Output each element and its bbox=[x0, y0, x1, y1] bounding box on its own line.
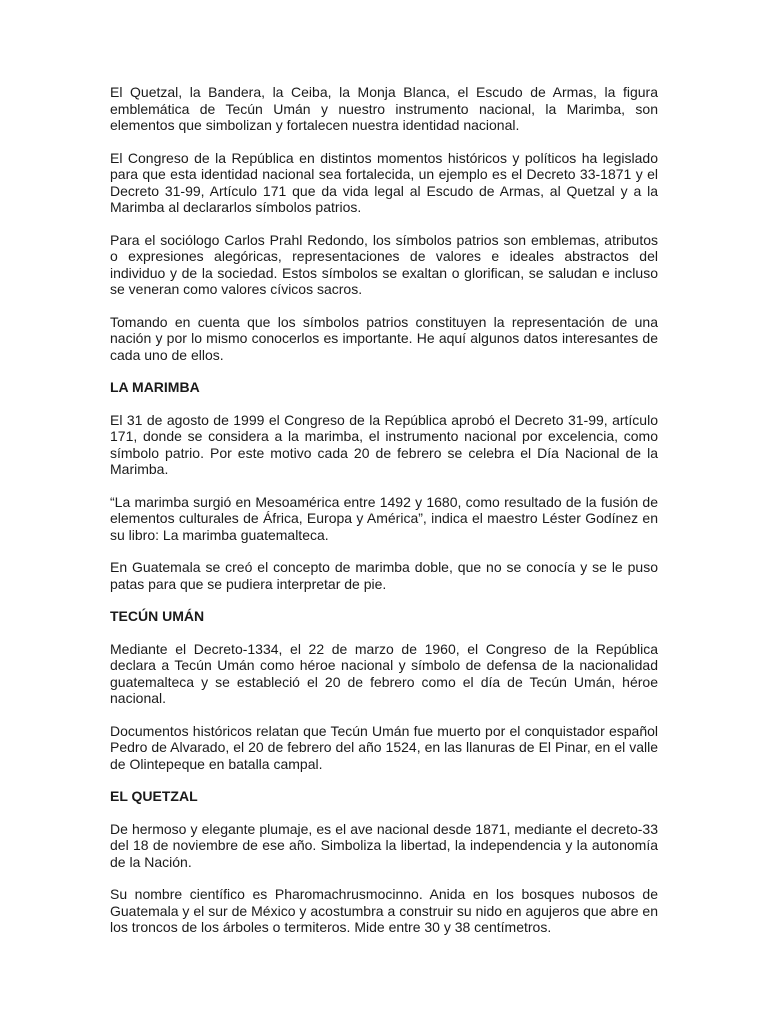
document-page bbox=[110, 84, 658, 952]
marimba-paragraph-3: En Guatemala se creó el concepto de marimba doble, que no se conocía y se le puso patas para que se pudiera interpretar de pie. bbox=[110, 559, 658, 592]
quetzal-paragraph-1: De hermoso y elegante plumaje, es el ave nacional desde 1871, mediante el decreto-33 del 18 de noviembre de ese año. Simboliza la libertad, la independencia y la autonomía de la Nación. bbox=[110, 820, 658, 870]
intro-paragraph-1: El Quetzal, la Bandera, la Ceiba, la Monja Blanca, el Escudo de Armas, la figura emblemática de Tecún Umán y nuestro instrumento nacional, la Marimba, son elementos que simbolizan y fortalecen nuestra identidad nacional. bbox=[110, 84, 658, 133]
intro-paragraph-2: El Congreso de la República en distintos momentos históricos y políticos ha legislado para que esta identidad nacional sea fortalecida, un ejemplo es el Decreto 33-1871 y el Decreto 31-99, Artículo 171 que da vida legal al Escudo de Armas, al Quetzal y a la Marimba al declararlos símbolos patrios. bbox=[110, 149, 658, 215]
tecun-uman-paragraph-2: Documentos históricos relatan que Tecún Umán fue muerto por el conquistador español Pedro de Alvarado, el 20 de febrero del año 1524, en las llanuras de El Pinar, en el valle de Olintepeque en batalla campal. bbox=[110, 722, 658, 772]
intro-paragraph-3: Para el sociólogo Carlos Prahl Redondo, los símbolos patrios son emblemas, atributos o expresiones alegóricas, representaciones de valores e ideales abstractos del individuo y de la sociedad. Estos símbolos se exaltan o glorifican, se saludan e incluso se veneran como valores cívicos sacros. bbox=[110, 231, 658, 297]
marimba-paragraph-1: El 31 de agosto de 1999 el Congreso de la República aprobó el Decreto 31-99, artículo 171, donde se considera a la marimba, el instrumento nacional por excelencia, como símbolo patrio. Por este motivo cada 20 de febrero se celebra el Día Nacional de la Marimba. bbox=[110, 411, 658, 477]
marimba-paragraph-2: “La marimba surgió en Mesoamérica entre 1492 y 1680, como resultado de la fusión de elementos culturales de África, Europa y América”, indica el maestro Léster Godínez en su libro: La marimba guatemalteca. bbox=[110, 493, 658, 543]
tecun-uman-paragraph-1: Mediante el Decreto-1334, el 22 de marzo de 1960, el Congreso de la República declara a Tecún Umán como héroe nacional y símbolo de defensa de la nacionalidad guatemalteca y se estableció el 20 de febrero como el día de Tecún Umán, héroe nacional. bbox=[110, 640, 658, 706]
intro-paragraph-4: Tomando en cuenta que los símbolos patrios constituyen la representación de una nación y por lo mismo conocerlos es importante. He aquí algunos datos interesantes de cada uno de ellos. bbox=[110, 313, 658, 363]
quetzal-paragraph-2: Su nombre científico es Pharomachrusmocinno. Anida en los bosques nubosos de Guatemala y el sur de México y acostumbra a construir su nido en agujeros que abre en los troncos de los árboles o termiteros. Mide entre 30 y 38 centímetros. bbox=[110, 886, 658, 935]
section-heading-marimba: LA MARIMBA bbox=[110, 379, 200, 395]
section-heading-tecun-uman: TECÚN UMÁN bbox=[110, 608, 205, 624]
section-heading-quetzal: EL QUETZAL bbox=[110, 788, 198, 804]
